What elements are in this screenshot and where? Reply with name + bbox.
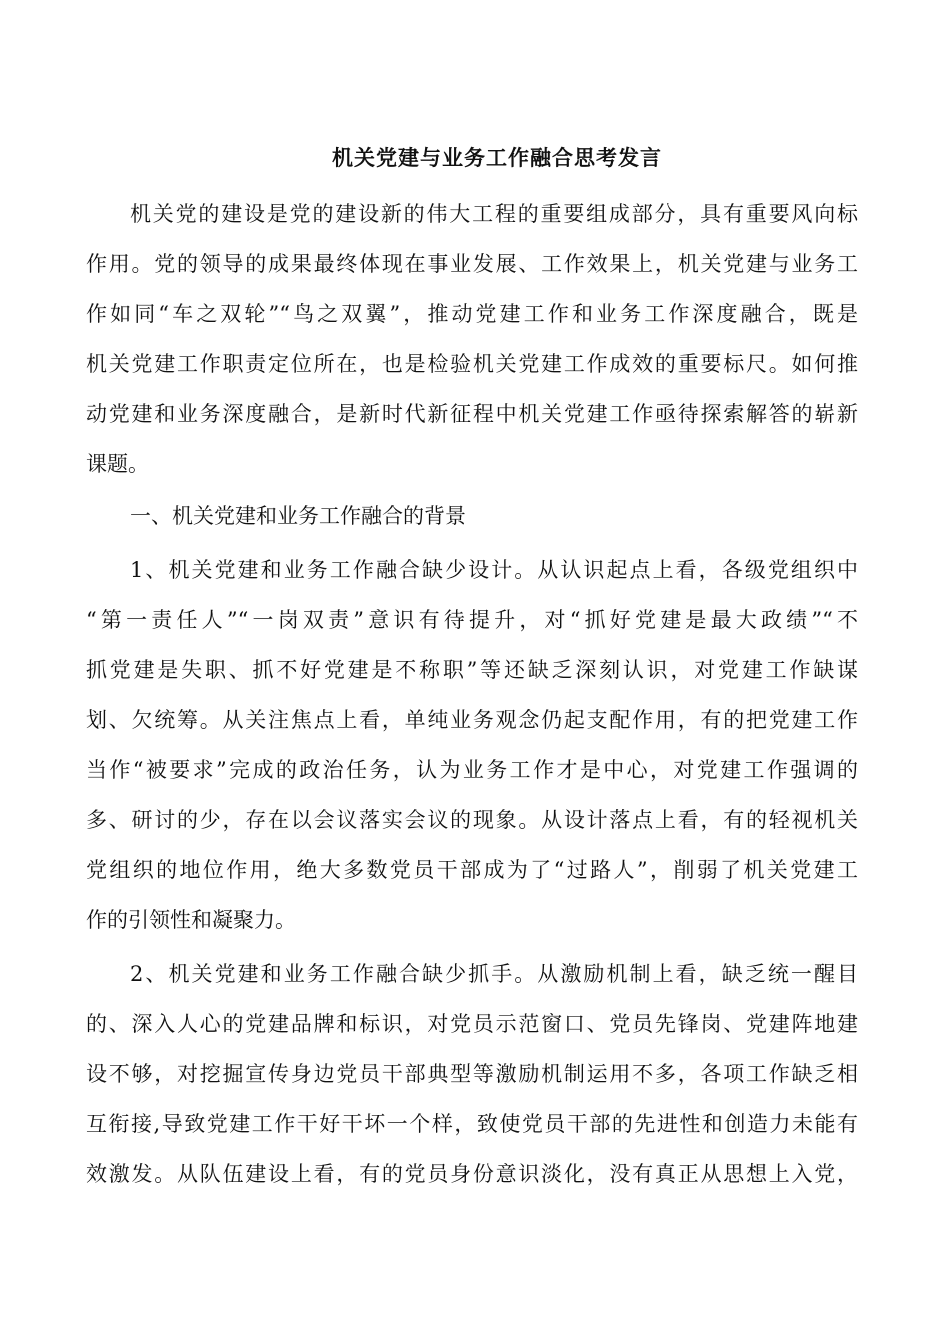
text-line: 划、欠统筹。从关注焦点上看，单纯业务观念仍起支配作用，有的把党建工作 [86,708,858,732]
section-heading: 一、机关党建和业务工作融合的背景 [130,504,466,528]
text-line: 互衔接,导致党建工作干好干坏一个样，致使党员干部的先进性和创造力未能有 [86,1112,858,1136]
section-heading-block [86,491,858,541]
text-line: 2、机关党建和业务工作融合缺少抓手。从激励机制上看，缺乏统一醒目 [130,962,858,986]
text-line: 效激发。从队伍建设上看，有的党员身份意识淡化，没有真正从思想上入党， [86,1162,858,1186]
text-line: 抓党建是失职、抓不好党建是不称职”等还缺乏深刻认识，对党建工作缺谋 [86,658,858,682]
text-line: “第一责任人”“一岗双责”意识有待提升，对“抓好党建是最大政绩”“不 [86,608,858,632]
text-line: 课题。 [86,452,149,476]
text-line: 多、研讨的少，存在以会议落实会议的现象。从设计落点上看，有的轻视机关 [86,808,858,832]
paragraph-intro [86,189,858,489]
document-title: 机关党建与业务工作融合思考发言 [332,145,662,170]
paragraph-grip [86,949,858,1199]
text-line: 机关党的建设是党的建设新的伟大工程的重要组成部分，具有重要风向标 [130,202,858,226]
text-line: 党组织的地位作用，绝大多数党员干部成为了“过路人”，削弱了机关党建工 [86,858,858,882]
text-line: 的、深入人心的党建品牌和标识，对党员示范窗口、党员先锋岗、党建阵地建 [86,1012,858,1036]
text-line: 作如同“车之双轮”“鸟之双翼”，推动党建工作和业务工作深度融合，既是 [86,302,858,326]
text-line: 动党建和业务深度融合，是新时代新征程中机关党建工作亟待探索解答的崭新 [86,402,858,426]
text-line: 作的引领性和凝聚力。 [86,908,296,932]
paragraph-design [86,545,858,945]
text-line: 当作“被要求”完成的政治任务，认为业务工作才是中心，对党建工作强调的 [86,758,858,782]
text-line: 作用。党的领导的成果最终体现在事业发展、工作效果上，机关党建与业务工 [86,252,858,276]
text-line: 机关党建工作职责定位所在，也是检验机关党建工作成效的重要标尺。如何推 [86,352,858,376]
text-line: 设不够，对挖掘宣传身边党员干部典型等激励机制运用不多，各项工作缺乏相 [86,1062,858,1086]
text-line: 1、机关党建和业务工作融合缺少设计。从认识起点上看，各级党组织中 [130,558,858,582]
